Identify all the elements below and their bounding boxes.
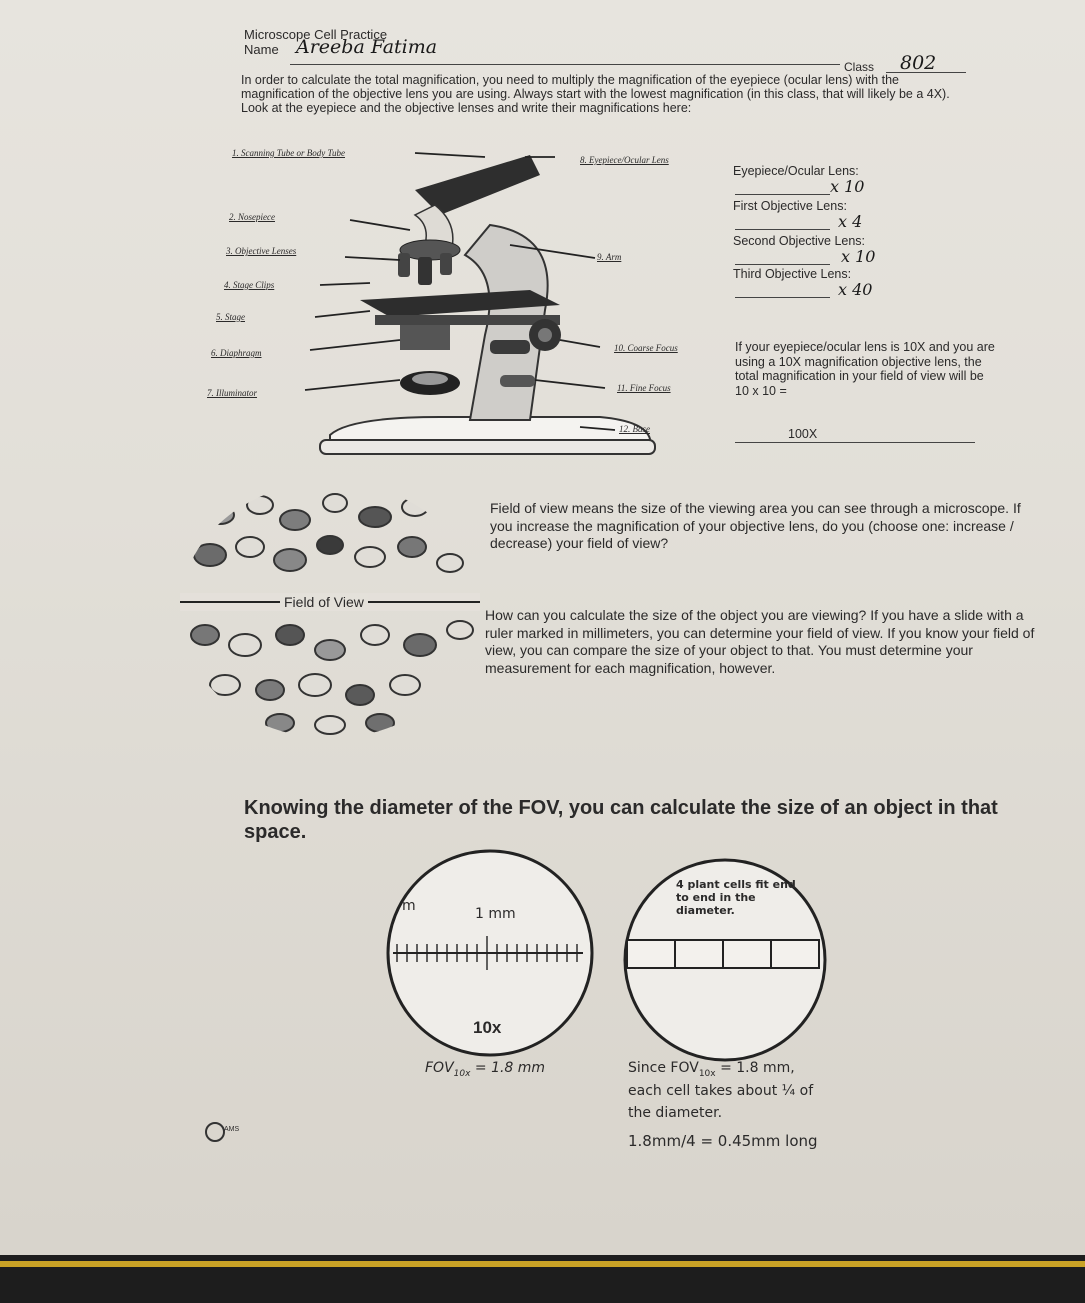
cells-line2: each cell takes about ¼ of	[628, 1083, 814, 1099]
cells-line3: the diameter.	[628, 1105, 723, 1121]
label-base: 12. Base	[619, 424, 650, 434]
label-nosepiece: 2. Nosepiece	[229, 212, 275, 222]
section-heading: Knowing the diameter of the FOV, you can calculate the size of an object in that space.	[244, 797, 998, 843]
label-coarse-focus: 10. Coarse Focus	[614, 343, 678, 353]
field-of-view-image	[180, 485, 480, 740]
since-sub: 10x	[698, 1068, 716, 1079]
ruler-fov-equation	[425, 1060, 545, 1079]
lens-first-value: x 4	[838, 212, 863, 231]
lens-third-label: Third Objective Lens:	[733, 267, 852, 281]
lens-eyepiece-value: x 10	[830, 177, 865, 196]
lens-third-line	[735, 283, 830, 298]
class-value: 802	[900, 52, 937, 74]
ruler-unit-label: 1 mm	[475, 906, 516, 922]
lens-eyepiece-label: Eyepiece/Ocular Lens:	[733, 164, 859, 178]
fov-question: Field of view means the size of the viewing area you can see through a microscope. If you increase the magnification of your objective lens, do you (choose one: increase / decrease) your field of view?	[490, 500, 1021, 551]
magnification-answer: 100X	[788, 427, 818, 441]
label-fine-focus: 11. Fine Focus	[617, 383, 671, 393]
fov-calc-text: How can you calculate the size of the object you are viewing? If you have a slide with a ruler marked in millimeters, you can determine your field of view. If you know your field of view, you can compare the size of your object to that. You must determine your measurement for each magnification, however.	[485, 607, 1035, 676]
ruler-magnification: 10x	[473, 1018, 502, 1037]
label-illuminator: 7. Illuminator	[207, 388, 258, 398]
lens-second-line	[735, 250, 830, 265]
label-arm: 9. Arm	[597, 252, 622, 262]
magnification-example: If your eyepiece/ocular lens is 10X and you are using a 10X magnification objective lens, the total magnification in your field of view will be 10 x 10 =	[735, 340, 995, 398]
label-body-tube: 1. Scanning Tube or Body Tube	[232, 148, 345, 158]
since-value: = 1.8 mm,	[720, 1060, 795, 1076]
lens-second-value: x 10	[841, 247, 876, 266]
since-text: Since FOV	[628, 1060, 699, 1076]
photo-bottom-edge	[0, 1255, 1085, 1303]
intro-paragraph: In order to calculate the total magnification, you need to multiply the magnification of the eyepiece (ocular lens) with the magnification of the objective lens you are using. Always start with the lowest magnification (in this class, that will likely be a 4X). Look at the eyepiece and the objective lenses and write their magnifications here:	[241, 73, 950, 115]
fov-sub: 10x	[453, 1068, 471, 1079]
microscope-diagram	[200, 135, 730, 475]
class-label: Class	[844, 60, 875, 74]
label-objective-lenses: 3. Objective Lenses	[226, 246, 297, 256]
logo-text: AMS	[224, 1126, 240, 1133]
label-diaphragm: 6. Diaphragm	[211, 348, 262, 358]
name-label: Name	[244, 42, 279, 57]
cells-since	[628, 1060, 795, 1079]
fov-value: = 1.8 mm	[474, 1060, 546, 1076]
magnification-answer-line	[735, 428, 975, 443]
lens-eyepiece-line	[735, 180, 830, 195]
fov-text: FOV	[425, 1060, 454, 1076]
lens-first-line	[735, 215, 830, 230]
label-stage: 5. Stage	[216, 312, 245, 322]
field-of-view-label: Field of View	[280, 594, 368, 610]
cells-note: 4 plant cells fit end to end in the diameter.	[676, 878, 796, 917]
name-value: Areeba Fatima	[296, 36, 438, 58]
worksheet-title: Microscope Cell Practice	[244, 27, 388, 42]
ruler-left-partial: m	[402, 898, 416, 914]
lens-second-label: Second Objective Lens:	[733, 234, 866, 248]
cells-calculation: 1.8mm/4 = 0.45mm long	[628, 1132, 818, 1150]
lens-third-value: x 40	[838, 280, 873, 299]
lens-first-label: First Objective Lens:	[733, 199, 847, 213]
label-stage-clips: 4. Stage Clips	[224, 280, 275, 290]
label-eyepiece: 8. Eyepiece/Ocular Lens	[580, 155, 669, 165]
logo-circle-icon	[205, 1122, 225, 1142]
